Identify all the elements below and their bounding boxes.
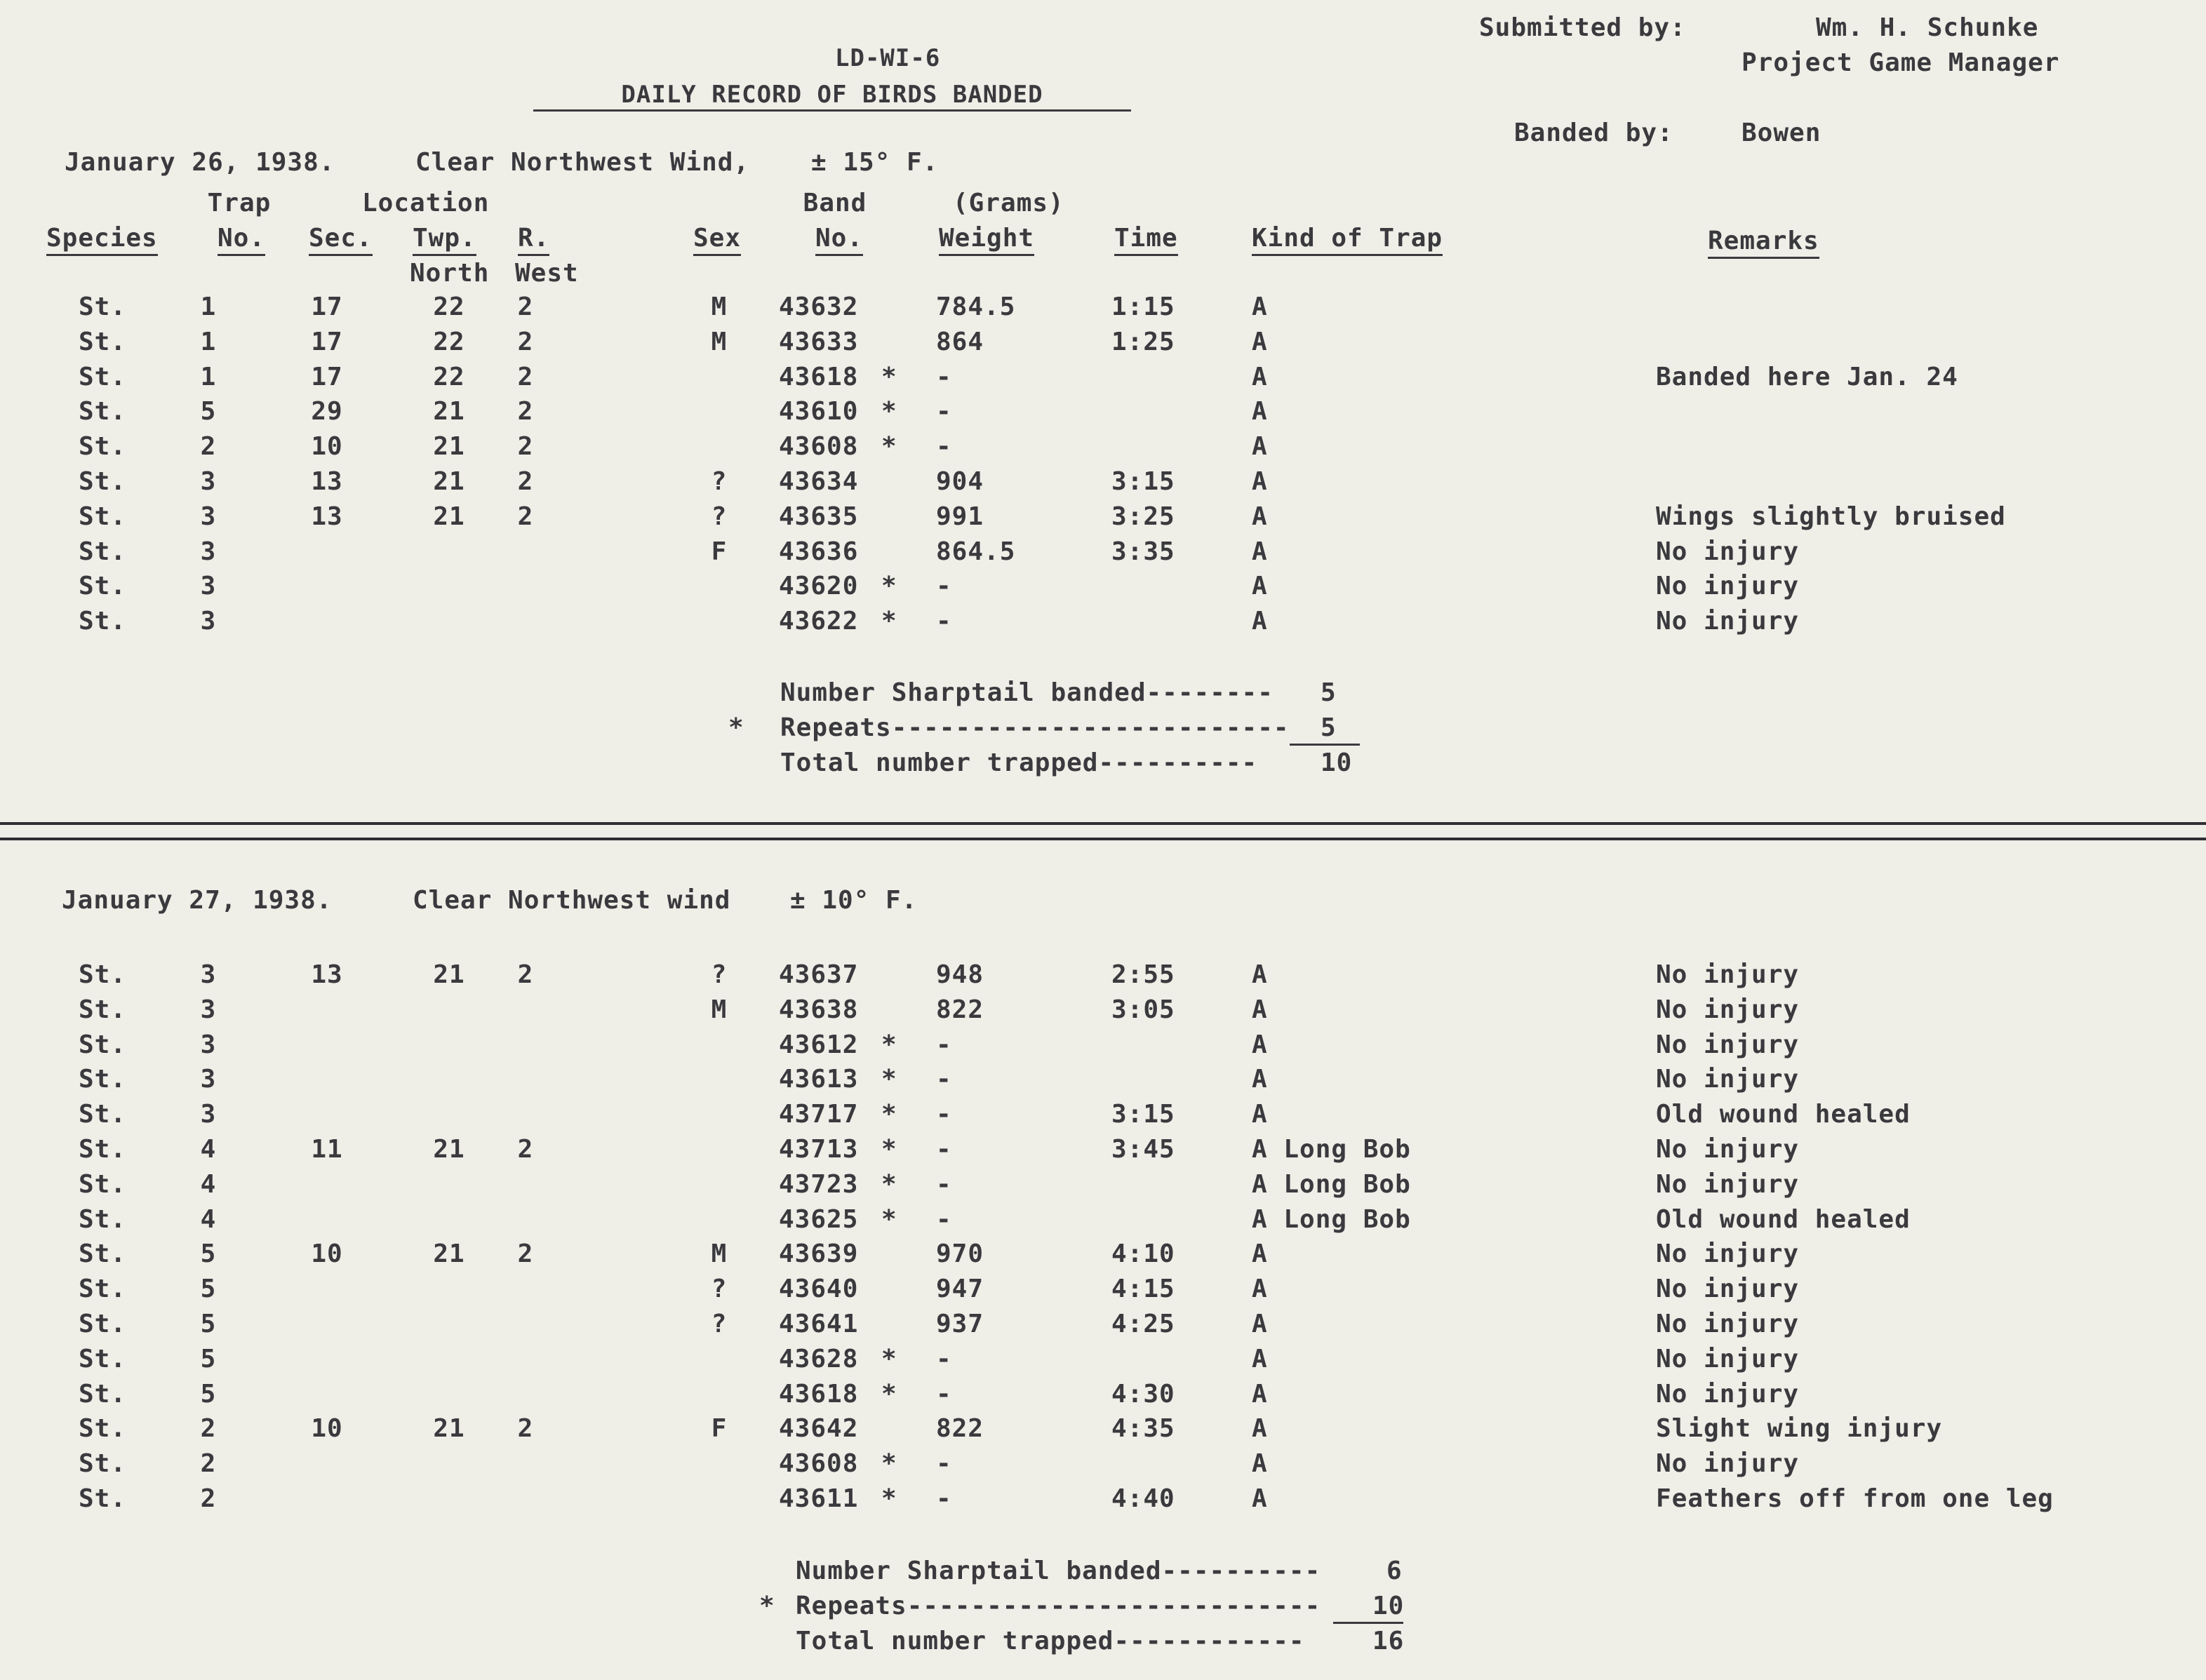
- col-twp-north: North: [410, 259, 490, 288]
- cell-remarks: No injury: [1656, 1169, 1800, 1199]
- col-trap-top: Trap: [207, 189, 272, 217]
- cell-kind: A: [1252, 467, 1268, 496]
- col-sex: Sex: [693, 226, 741, 256]
- col-weight-top: (Grams): [953, 189, 1064, 217]
- cell-twp: 22: [433, 327, 465, 356]
- cell-kind: A: [1252, 1030, 1268, 1059]
- cell-sex: ?: [711, 467, 728, 496]
- cell-r: 2: [517, 432, 534, 462]
- cell-time: 4:30: [1111, 1379, 1175, 1409]
- cell-trap: 3: [200, 572, 217, 601]
- cell-remarks: No injury: [1656, 960, 1800, 989]
- cell-rep: *: [881, 362, 897, 391]
- cell-rep: *: [881, 1449, 897, 1479]
- cell-band: 43635: [779, 502, 859, 531]
- cell-remarks: No injury: [1656, 1310, 1800, 1338]
- cell-band: 43636: [779, 537, 859, 566]
- cell-rep: *: [881, 1030, 897, 1059]
- cell-kind: A: [1252, 1379, 1268, 1409]
- separator-rule-bottom: [0, 838, 2206, 840]
- col-r-west: West: [515, 259, 579, 288]
- cell-time: 3:15: [1111, 467, 1175, 496]
- cell-kind: A: [1252, 572, 1268, 601]
- cell-r: 2: [517, 502, 534, 531]
- cell-species: St.: [79, 397, 127, 426]
- day1-repeats-label: Repeats-------------------------: [780, 713, 1290, 742]
- cell-r: 2: [517, 960, 534, 989]
- cell-r: 2: [517, 293, 534, 321]
- cell-time: 3:25: [1111, 502, 1175, 531]
- cell-sec: 13: [311, 960, 343, 989]
- cell-time: 4:35: [1111, 1414, 1175, 1444]
- cell-twp: 21: [433, 1135, 465, 1164]
- cell-rep: *: [881, 607, 897, 636]
- cell-time: 4:10: [1111, 1239, 1175, 1269]
- cell-sex: M: [711, 293, 728, 321]
- day2-banded-value: 6: [1386, 1557, 1403, 1585]
- cell-kind: A: [1252, 1344, 1268, 1373]
- day1-temperature: ± 15° F.: [811, 148, 939, 177]
- cell-species: St.: [79, 1065, 127, 1094]
- cell-trap: 3: [200, 502, 217, 531]
- cell-r: 2: [517, 467, 534, 496]
- cell-remarks: Banded here Jan. 24: [1656, 362, 1958, 391]
- col-band-no: No.: [815, 226, 863, 256]
- form-code: LD-WI-6: [835, 44, 941, 72]
- cell-band: 43717: [779, 1100, 859, 1129]
- cell-trap: 5: [200, 397, 217, 426]
- cell-trap: 4: [200, 1204, 217, 1234]
- cell-sec: 17: [311, 362, 343, 391]
- cell-twp: 21: [433, 960, 465, 989]
- cell-remarks: Wings slightly bruised: [1656, 502, 2006, 531]
- cell-weight: -: [936, 1204, 952, 1234]
- cell-twp: 21: [433, 502, 465, 531]
- cell-twp: 21: [433, 1414, 465, 1444]
- submitted-by-label: Submitted by:: [1479, 13, 1686, 42]
- cell-weight: -: [936, 397, 952, 426]
- cell-sex: ?: [711, 1310, 728, 1338]
- cell-kind: A: [1252, 607, 1268, 636]
- day2-repeats-value: 10: [1372, 1592, 1405, 1620]
- day2-repeats-label: Repeats--------------------------: [796, 1592, 1321, 1620]
- cell-weight: 864.5: [936, 537, 1016, 566]
- cell-rep: *: [881, 432, 897, 462]
- cell-sec: 17: [311, 327, 343, 356]
- cell-trap: 1: [200, 327, 217, 356]
- cell-band: 43628: [779, 1344, 859, 1373]
- cell-time: 3:05: [1111, 995, 1175, 1024]
- cell-species: St.: [79, 293, 127, 321]
- cell-sec: 17: [311, 293, 343, 321]
- cell-sex: M: [711, 327, 728, 356]
- cell-rep: *: [881, 1204, 897, 1234]
- cell-band: 43618: [779, 362, 859, 391]
- cell-rep: *: [881, 1344, 897, 1373]
- cell-species: St.: [79, 1379, 127, 1409]
- cell-r: 2: [517, 362, 534, 391]
- cell-trap: 2: [200, 1449, 217, 1479]
- cell-r: 2: [517, 397, 534, 426]
- cell-weight: -: [936, 607, 952, 636]
- cell-remarks: Old wound healed: [1656, 1204, 1911, 1234]
- col-species: Species: [46, 226, 158, 256]
- cell-rep: *: [881, 572, 897, 601]
- col-kind-of-trap: Kind of Trap: [1252, 226, 1443, 256]
- cell-weight: -: [936, 1379, 952, 1409]
- col-r: R.: [518, 226, 549, 256]
- cell-remarks: Feathers off from one leg: [1656, 1484, 2054, 1513]
- cell-band: 43641: [779, 1310, 859, 1338]
- cell-weight: 947: [936, 1275, 984, 1304]
- cell-remarks: No injury: [1656, 607, 1800, 636]
- cell-band: 43610: [779, 397, 859, 426]
- cell-kind: A: [1252, 1449, 1268, 1479]
- cell-sex: ?: [711, 960, 728, 989]
- cell-time: 4:15: [1111, 1275, 1175, 1304]
- cell-sec: 13: [311, 467, 343, 496]
- cell-kind: A: [1252, 537, 1268, 566]
- cell-kind: A: [1252, 327, 1268, 356]
- cell-trap: 4: [200, 1135, 217, 1164]
- cell-band: 43634: [779, 467, 859, 496]
- cell-trap: 3: [200, 537, 217, 566]
- cell-weight: 864: [936, 327, 984, 356]
- cell-kind: A: [1252, 293, 1268, 321]
- cell-rep: *: [881, 1379, 897, 1409]
- cell-trap: 5: [200, 1275, 217, 1304]
- cell-band: 43620: [779, 572, 859, 601]
- cell-kind: A: [1252, 1484, 1268, 1513]
- cell-remarks: Old wound healed: [1656, 1100, 1911, 1129]
- day1-total-value: 10: [1321, 748, 1353, 777]
- cell-species: St.: [79, 1100, 127, 1129]
- cell-band: 43612: [779, 1030, 859, 1059]
- cell-band: 43723: [779, 1169, 859, 1199]
- cell-band: 43632: [779, 293, 859, 321]
- day1-weather: Clear Northwest Wind,: [415, 148, 750, 177]
- cell-sec: 10: [311, 432, 343, 462]
- cell-species: St.: [79, 327, 127, 356]
- cell-kind: A: [1252, 995, 1268, 1024]
- cell-trap: 3: [200, 467, 217, 496]
- cell-species: St.: [79, 1275, 127, 1304]
- cell-twp: 22: [433, 362, 465, 391]
- cell-band: 43618: [779, 1379, 859, 1409]
- cell-remarks: Slight wing injury: [1656, 1414, 1943, 1444]
- cell-sex: ?: [711, 1275, 728, 1304]
- cell-band: 43642: [779, 1414, 859, 1444]
- cell-weight: 937: [936, 1310, 984, 1338]
- cell-band: 43611: [779, 1484, 859, 1513]
- col-twp: Twp.: [413, 226, 476, 256]
- cell-remarks: No injury: [1656, 1065, 1800, 1094]
- cell-trap: 5: [200, 1344, 217, 1373]
- cell-species: St.: [79, 960, 127, 989]
- page-title: DAILY RECORD OF BIRDS BANDED: [533, 83, 1131, 112]
- cell-trap: 5: [200, 1310, 217, 1338]
- cell-rep: *: [881, 1484, 897, 1513]
- col-weight: Weight: [939, 226, 1034, 256]
- cell-time: 1:25: [1111, 327, 1175, 356]
- cell-weight: 822: [936, 995, 984, 1024]
- day2-banded-label: Number Sharptail banded----------: [796, 1557, 1321, 1585]
- submitted-by-name: Wm. H. Schunke: [1816, 13, 2039, 42]
- cell-species: St.: [79, 1204, 127, 1234]
- cell-r: 2: [517, 1135, 534, 1164]
- cell-kind: A Long Bob: [1252, 1204, 1411, 1234]
- cell-rep: *: [881, 1065, 897, 1094]
- cell-trap: 5: [200, 1239, 217, 1269]
- cell-weight: -: [936, 1030, 952, 1059]
- cell-trap: 3: [200, 1030, 217, 1059]
- cell-weight: -: [936, 1135, 952, 1164]
- cell-sex: F: [711, 537, 728, 566]
- banded-by-label: Banded by:: [1514, 119, 1673, 147]
- day1-banded-label: Number Sharptail banded--------: [780, 678, 1274, 707]
- cell-kind: A: [1252, 1239, 1268, 1269]
- cell-time: 3:45: [1111, 1135, 1175, 1164]
- cell-weight: -: [936, 572, 952, 601]
- cell-weight: -: [936, 432, 952, 462]
- cell-band: 43640: [779, 1275, 859, 1304]
- separator-rule-top: [0, 822, 2206, 825]
- cell-band: 43625: [779, 1204, 859, 1234]
- cell-weight: 991: [936, 502, 984, 531]
- col-band-top: Band: [803, 189, 867, 217]
- day2-total-label: Total number trapped------------: [796, 1627, 1305, 1655]
- cell-kind: A: [1252, 1310, 1268, 1338]
- cell-time: 4:25: [1111, 1310, 1175, 1338]
- cell-trap: 2: [200, 1414, 217, 1444]
- cell-time: 3:15: [1111, 1100, 1175, 1129]
- day1-banded-value: 5: [1321, 678, 1337, 707]
- day2-repeat-mark: *: [759, 1592, 775, 1620]
- cell-species: St.: [79, 572, 127, 601]
- cell-remarks: No injury: [1656, 1030, 1800, 1059]
- cell-kind: A: [1252, 1414, 1268, 1444]
- cell-remarks: No injury: [1656, 1135, 1800, 1164]
- cell-band: 43637: [779, 960, 859, 989]
- cell-r: 2: [517, 1414, 534, 1444]
- cell-r: 2: [517, 1239, 534, 1269]
- day2-temperature: ± 10° F.: [790, 886, 918, 915]
- cell-sec: 10: [311, 1239, 343, 1269]
- cell-species: St.: [79, 995, 127, 1024]
- cell-weight: 948: [936, 960, 984, 989]
- cell-band: 43622: [779, 607, 859, 636]
- cell-trap: 3: [200, 995, 217, 1024]
- day1-repeats-value: 5: [1321, 713, 1337, 742]
- cell-time: 2:55: [1111, 960, 1175, 989]
- cell-species: St.: [79, 362, 127, 391]
- cell-kind: A: [1252, 1100, 1268, 1129]
- cell-species: St.: [79, 1169, 127, 1199]
- cell-kind: A: [1252, 432, 1268, 462]
- cell-sex: M: [711, 1239, 728, 1269]
- cell-rep: *: [881, 1135, 897, 1164]
- cell-sec: 11: [311, 1135, 343, 1164]
- cell-kind: A: [1252, 502, 1268, 531]
- cell-band: 43639: [779, 1239, 859, 1269]
- cell-band: 43713: [779, 1135, 859, 1164]
- cell-species: St.: [79, 1239, 127, 1269]
- cell-species: St.: [79, 467, 127, 496]
- cell-weight: 970: [936, 1239, 984, 1269]
- cell-remarks: No injury: [1656, 1379, 1800, 1409]
- cell-species: St.: [79, 1030, 127, 1059]
- cell-kind: A: [1252, 397, 1268, 426]
- col-location-top: Location: [362, 189, 490, 217]
- cell-trap: 3: [200, 1065, 217, 1094]
- cell-trap: 3: [200, 1100, 217, 1129]
- cell-time: 3:35: [1111, 537, 1175, 566]
- cell-trap: 1: [200, 362, 217, 391]
- cell-kind: A Long Bob: [1252, 1135, 1411, 1164]
- cell-twp: 21: [433, 467, 465, 496]
- cell-remarks: No injury: [1656, 572, 1800, 601]
- banded-by-name: Bowen: [1742, 119, 1821, 147]
- cell-remarks: No injury: [1656, 1344, 1800, 1373]
- col-trap-no: No.: [218, 226, 265, 256]
- col-time: Time: [1114, 226, 1178, 256]
- day1-repeat-mark: *: [728, 713, 744, 742]
- cell-species: St.: [79, 1449, 127, 1479]
- cell-weight: -: [936, 1484, 952, 1513]
- cell-sex: F: [711, 1414, 728, 1444]
- cell-kind: A: [1252, 1065, 1268, 1094]
- day2-weather: Clear Northwest wind: [413, 886, 731, 915]
- cell-band: 43613: [779, 1065, 859, 1094]
- cell-remarks: No injury: [1656, 1449, 1800, 1479]
- cell-remarks: No injury: [1656, 537, 1800, 566]
- cell-species: St.: [79, 432, 127, 462]
- cell-sec: 13: [311, 502, 343, 531]
- cell-trap: 1: [200, 293, 217, 321]
- cell-twp: 21: [433, 397, 465, 426]
- cell-trap: 4: [200, 1169, 217, 1199]
- cell-kind: A: [1252, 1275, 1268, 1304]
- cell-species: St.: [79, 1484, 127, 1513]
- cell-rep: *: [881, 397, 897, 426]
- cell-weight: -: [936, 1065, 952, 1094]
- cell-weight: -: [936, 1449, 952, 1479]
- cell-sec: 29: [311, 397, 343, 426]
- cell-species: St.: [79, 1135, 127, 1164]
- cell-rep: *: [881, 1169, 897, 1199]
- cell-r: 2: [517, 327, 534, 356]
- cell-trap: 2: [200, 432, 217, 462]
- col-remarks: Remarks: [1708, 229, 1819, 259]
- col-sec: Sec.: [309, 226, 373, 256]
- cell-kind: A: [1252, 362, 1268, 391]
- cell-trap: 3: [200, 607, 217, 636]
- day1-total-label: Total number trapped----------: [780, 748, 1258, 777]
- cell-rep: *: [881, 1100, 897, 1129]
- cell-species: St.: [79, 1310, 127, 1338]
- cell-band: 43608: [779, 1449, 859, 1479]
- cell-trap: 5: [200, 1379, 217, 1409]
- cell-trap: 3: [200, 960, 217, 989]
- day2-sum-line: [1333, 1622, 1403, 1624]
- cell-sec: 10: [311, 1414, 343, 1444]
- cell-kind: A: [1252, 960, 1268, 989]
- cell-twp: 21: [433, 1239, 465, 1269]
- cell-remarks: No injury: [1656, 1239, 1800, 1269]
- cell-sex: M: [711, 995, 728, 1024]
- cell-weight: -: [936, 1100, 952, 1129]
- cell-species: St.: [79, 607, 127, 636]
- cell-species: St.: [79, 1414, 127, 1444]
- cell-species: St.: [79, 1344, 127, 1373]
- day1-sum-line: [1290, 744, 1360, 746]
- cell-weight: -: [936, 362, 952, 391]
- cell-band: 43638: [779, 995, 859, 1024]
- cell-species: St.: [79, 537, 127, 566]
- cell-species: St.: [79, 502, 127, 531]
- day1-date: January 26, 1938.: [65, 148, 335, 177]
- cell-weight: 904: [936, 467, 984, 496]
- cell-weight: -: [936, 1344, 952, 1373]
- day2-date: January 27, 1938.: [62, 886, 333, 915]
- cell-time: 4:40: [1111, 1484, 1175, 1513]
- cell-weight: -: [936, 1169, 952, 1199]
- cell-weight: 822: [936, 1414, 984, 1444]
- day2-total-value: 16: [1372, 1627, 1405, 1655]
- cell-band: 43608: [779, 432, 859, 462]
- cell-trap: 2: [200, 1484, 217, 1513]
- cell-band: 43633: [779, 327, 859, 356]
- cell-remarks: No injury: [1656, 995, 1800, 1024]
- cell-sex: ?: [711, 502, 728, 531]
- cell-twp: 22: [433, 293, 465, 321]
- cell-kind: A Long Bob: [1252, 1169, 1411, 1199]
- cell-time: 1:15: [1111, 293, 1175, 321]
- submitter-role: Project Game Manager: [1742, 48, 2060, 77]
- cell-remarks: No injury: [1656, 1275, 1800, 1304]
- cell-twp: 21: [433, 432, 465, 462]
- cell-weight: 784.5: [936, 293, 1016, 321]
